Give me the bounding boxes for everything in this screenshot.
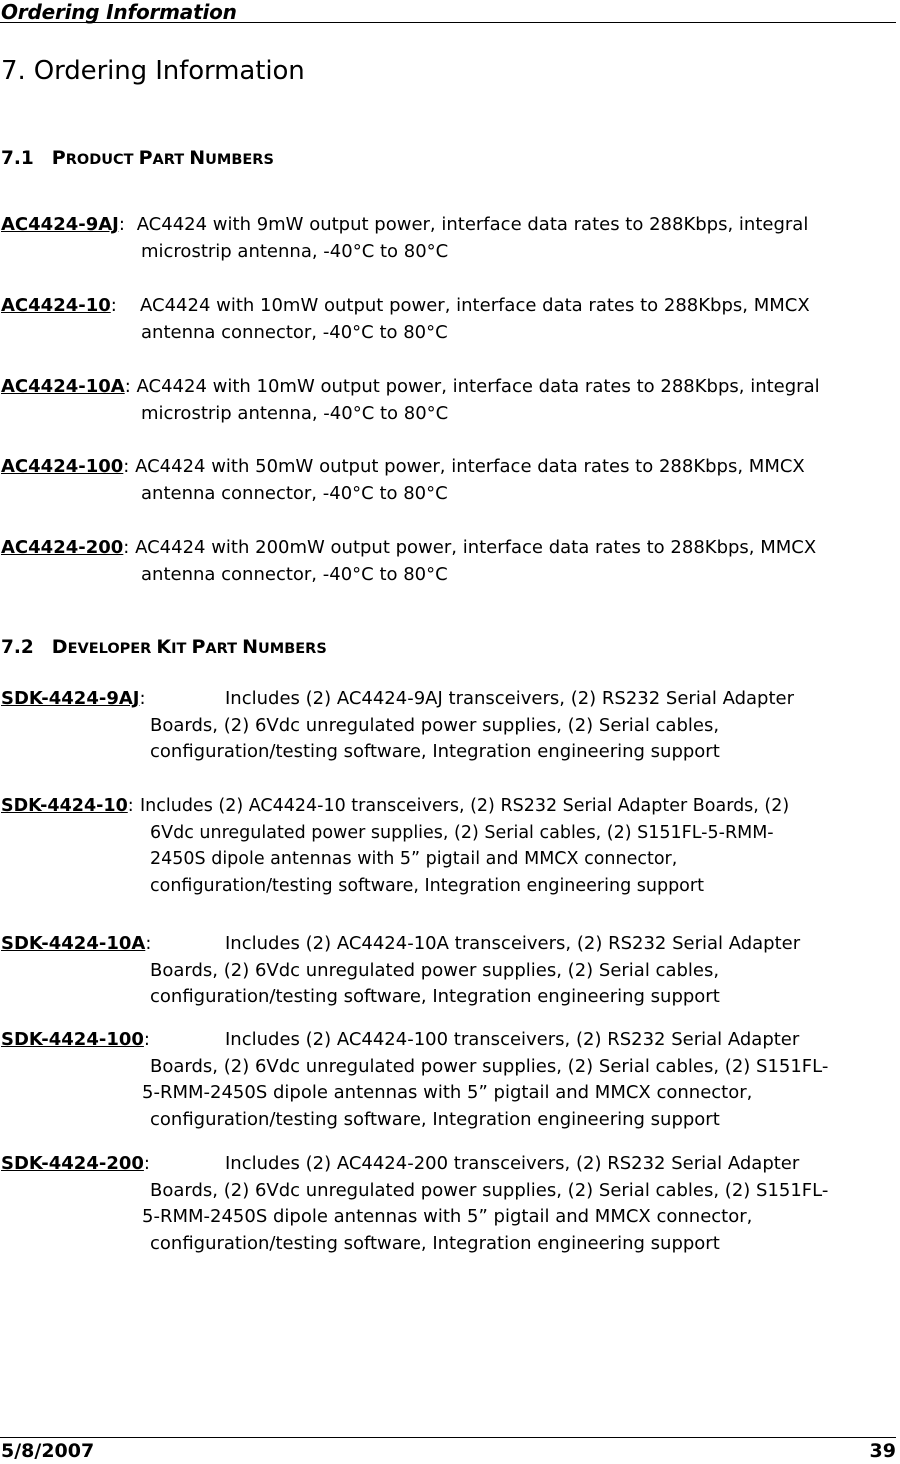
section-7-2-title: 7.2 DEVELOPER KIT PART NUMBERS [1,636,327,658]
kit-entry: SDK-4424-10A: Includes (2) AC4424-10A transceivers, (2) RS232 Serial Adapter Boards, (2) 6Vdc unregulated power supplies, (2) Serial cables, configuration/testing software, Integration engineering support [1,933,801,1007]
page-number: 39 [869,1440,896,1462]
part-number: AC4424-10A [1,376,125,397]
product-entry: AC4424-9AJ: AC4424 with 9mW output power, interface data rates to 288Kbps, integral microstrip antenna, -40°C to 80°C [1,214,809,262]
part-number: SDK-4424-10 [1,796,128,816]
part-number: AC4424-9AJ [1,214,119,235]
section-number: 7.1 [1,148,34,169]
kit-entry: SDK-4424-100: Includes (2) AC4424-100 transceivers, (2) RS232 Serial Adapter Boards, (2) 6Vdc unregulated power supplies, (2) Serial cables, (2) S151FL- 5-RMM-2450S dipole antennas with 5” pigtail and MMCX connector, configuration/testing software, Integration engineering support [1,1029,829,1130]
part-number: SDK-4424-200 [1,1153,144,1174]
footer-date: 5/8/2007 [1,1440,95,1462]
page-footer [0,1437,896,1464]
chapter-title: 7. Ordering Information [1,56,305,86]
product-entry: AC4424-10A: AC4424 with 10mW output power, interface data rates to 288Kbps, integral microstrip antenna, -40°C to 80°C [1,376,820,424]
part-number: SDK-4424-100 [1,1029,144,1050]
kit-entry: SDK-4424-200: Includes (2) AC4424-200 transceivers, (2) RS232 Serial Adapter Boards, (2) 6Vdc unregulated power supplies, (2) Serial cables, (2) S151FL- 5-RMM-2450S dipole antennas with 5” pigtail and MMCX connector, configuration/testing software, Integration engineering support [1,1153,829,1254]
kit-entry: SDK-4424-10: Includes (2) AC4424-10 transceivers, (2) RS232 Serial Adapter Boards, (2) 6Vdc unregulated power supplies, (2) Serial cables, (2) S151FL-5-RMM- 2450S dipole antennas with 5” pigtail and MMCX connector, configuration/testing software, Integration engineering support [1,796,790,896]
section-7-1-title: 7.1 PRODUCT PART NUMBERS [1,147,274,169]
kit-entry: SDK-4424-9AJ: Includes (2) AC4424-9AJ transceivers, (2) RS232 Serial Adapter Boards, (2) 6Vdc unregulated power supplies, (2) Serial cables, configuration/testing software, Integration engineering support [1,688,794,762]
part-number: SDK-4424-9AJ [1,688,140,709]
page-header [0,0,896,23]
part-number: AC4424-200 [1,537,124,558]
product-entry: AC4424-200: AC4424 with 200mW output power, interface data rates to 288Kbps, MMCX antenna connector, -40°C to 80°C [1,537,817,585]
header-title: Ordering Information [1,0,237,24]
product-entry: AC4424-100: AC4424 with 50mW output power, interface data rates to 288Kbps, MMCX antenna connector, -40°C to 80°C [1,456,805,504]
section-number: 7.2 [1,637,34,658]
part-number: AC4424-100 [1,456,124,477]
part-number: SDK-4424-10A [1,933,146,954]
product-entry: AC4424-10: AC4424 with 10mW output power, interface data rates to 288Kbps, MMCX antenna connector, -40°C to 80°C [1,295,810,343]
part-number: AC4424-10 [1,295,111,316]
